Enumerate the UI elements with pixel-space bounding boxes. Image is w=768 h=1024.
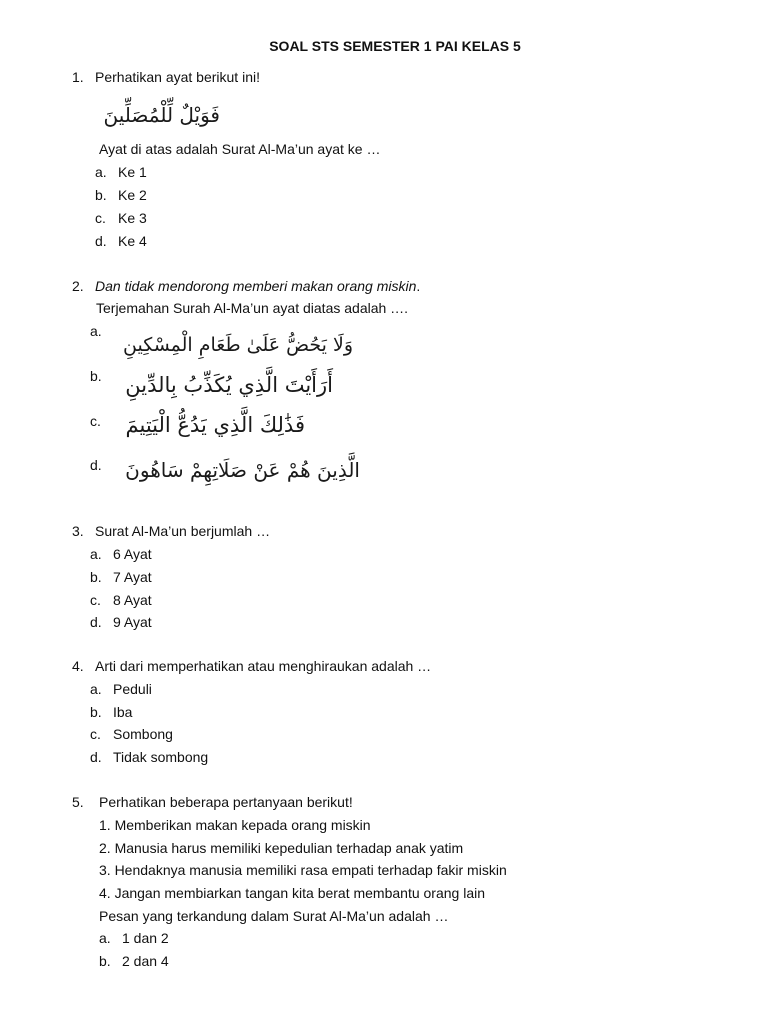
q4-prompt: Arti dari memperhatikan atau menghiraukan adalah … [95, 658, 432, 674]
q1-option-letter: c. [95, 210, 106, 226]
q4-option-letter: a. [90, 681, 102, 697]
q2-option-letter: c. [90, 413, 101, 429]
q5-prompt: Perhatikan beberapa pertanyaan berikut! [99, 794, 353, 810]
q2-prompt-italic: Dan tidak mendorong memberi makan orang miskin [95, 278, 417, 294]
q3-number: 3. [72, 523, 84, 539]
q2-option-arabic: أَرَأَيْتَ الَّذِي يُكَذِّبُ بِالدِّينِ [125, 373, 333, 397]
q5-number: 5. [72, 794, 84, 810]
q5-option-letter: a. [99, 930, 111, 946]
q5-option-letter: b. [99, 953, 111, 969]
q1-arabic-verse: فَوَيْلٌ لِّلْمُصَلِّينَ [103, 103, 220, 127]
q4-option-text: Peduli [113, 681, 152, 697]
q2-option-arabic: فَذَٰلِكَ الَّذِي يَدُعُّ الْيَتِيمَ [125, 413, 305, 437]
q1-option-text: Ke 4 [118, 233, 147, 249]
q1-option-text: Ke 1 [118, 164, 147, 180]
q4-option-text: Iba [113, 704, 133, 720]
q5-statement: 4. Jangan membiarkan tangan kita berat membantu orang lain [99, 885, 486, 901]
q2-option-arabic: الَّذِينَ هُمْ عَنْ صَلَاتِهِمْ سَاهُونَ [125, 458, 360, 482]
q4-option-letter: d. [90, 749, 102, 765]
q1-option-letter: b. [95, 187, 107, 203]
q5-option-text: 2 dan 4 [122, 953, 169, 969]
q3-prompt: Surat Al-Ma’un berjumlah … [95, 523, 271, 539]
q3-option-text: 9 Ayat [113, 614, 152, 630]
q4-option-letter: c. [90, 726, 101, 742]
q5-option-text: 1 dan 2 [122, 930, 169, 946]
q5-statement: 2. Manusia harus memiliki kepedulian terhadap anak yatim [99, 840, 464, 856]
q1-option-letter: d. [95, 233, 107, 249]
q1-option-letter: a. [95, 164, 107, 180]
q2-prompt [95, 277, 420, 295]
q4-option-letter: b. [90, 704, 102, 720]
q3-option-text: 8 Ayat [113, 592, 152, 608]
q3-option-letter: b. [90, 569, 102, 585]
q3-option-text: 7 Ayat [113, 569, 152, 585]
q1-option-text: Ke 2 [118, 187, 147, 203]
q5-statement: 3. Hendaknya manusia memiliki rasa empati terhadap fakir miskin [99, 862, 507, 878]
document-title: SOAL STS SEMESTER 1 PAI KELAS 5 [269, 38, 521, 54]
q5-statement: 1. Memberikan makan kepada orang miskin [99, 817, 371, 833]
q1-question: Ayat di atas adalah Surat Al-Ma’un ayat ke … [99, 141, 381, 157]
q4-option-text: Tidak sombong [113, 749, 209, 765]
q1-number: 1. [72, 69, 84, 85]
q3-option-letter: a. [90, 546, 102, 562]
q2-option-letter: b. [90, 368, 102, 384]
q3-option-text: 6 Ayat [113, 546, 152, 562]
q4-number: 4. [72, 658, 84, 674]
q2-option-letter: d. [90, 457, 102, 473]
q2-option-arabic: وَلَا يَحُضُّ عَلَىٰ طَعَامِ الْمِسْكِينِ [123, 334, 353, 356]
q2-option-letter: a. [90, 323, 102, 339]
q1-prompt: Perhatikan ayat berikut ini! [95, 69, 260, 85]
q3-option-letter: d. [90, 614, 102, 630]
q5-question: Pesan yang terkandung dalam Surat Al-Ma’un adalah … [99, 908, 449, 924]
q3-option-letter: c. [90, 592, 101, 608]
q1-option-text: Ke 3 [118, 210, 147, 226]
q4-option-text: Sombong [113, 726, 173, 742]
q2-question: Terjemahan Surah Al-Ma’un ayat diatas adalah …. [96, 300, 409, 316]
q2-number: 2. [72, 278, 84, 294]
q2-prompt-end: . [416, 278, 421, 294]
